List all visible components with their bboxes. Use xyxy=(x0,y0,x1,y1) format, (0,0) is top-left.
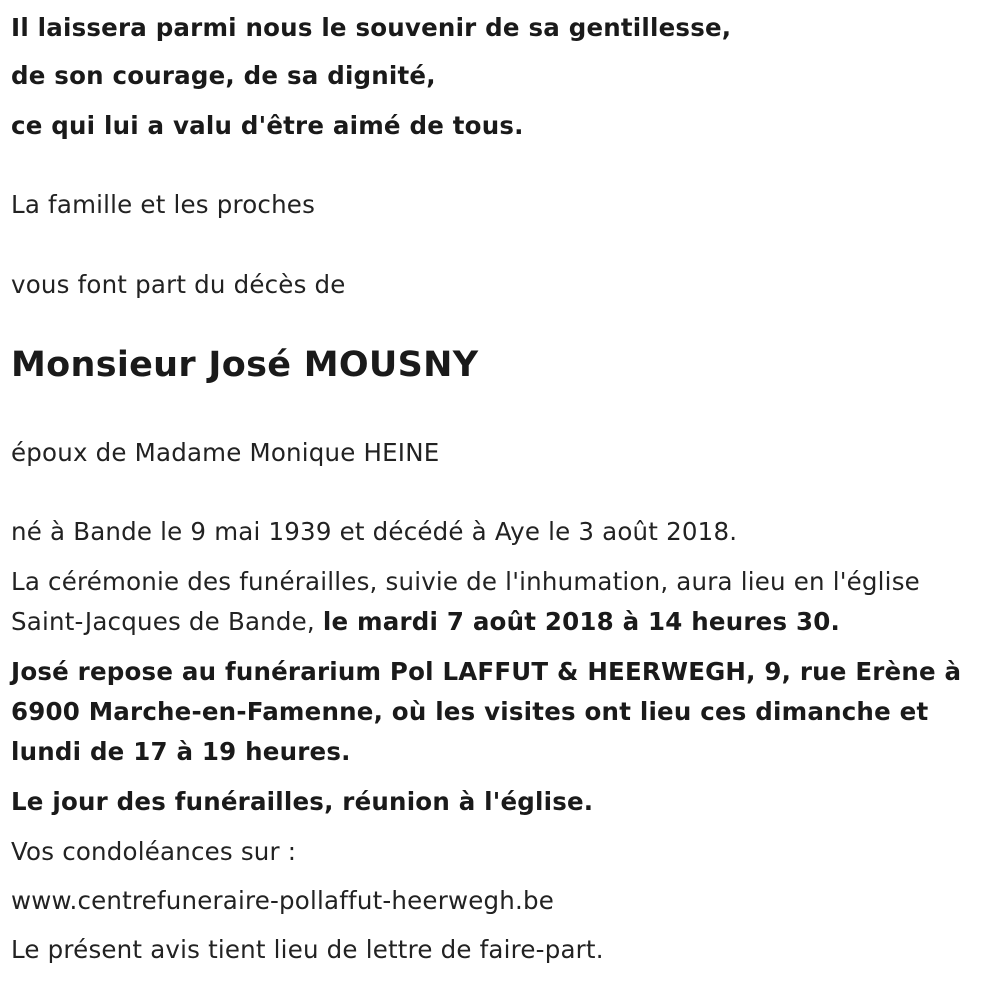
birth-death-line: né à Bande le 9 mai 1939 et décédé à Aye le 3 août 2018. xyxy=(11,517,738,546)
tribute-line-2: de son courage, de sa dignité, xyxy=(11,61,436,90)
closing-line: Le présent avis tient lieu de lettre de faire-part. xyxy=(11,935,604,964)
ceremony-line-1: La cérémonie des funérailles, suivie de l'inhumation, aura lieu en l'église xyxy=(11,567,920,596)
ceremony-date-time: le mardi 7 août 2018 à 14 heures 30. xyxy=(322,607,840,636)
funerarium-line-1: José repose au funérarium Pol LAFFUT & HEERWEGH, 9, rue Erène à xyxy=(11,657,962,686)
family-line: La famille et les proches xyxy=(11,190,316,219)
meeting-line: Le jour des funérailles, réunion à l'église. xyxy=(11,787,594,816)
condolences-label: Vos condoléances sur : xyxy=(11,837,297,866)
website-link[interactable]: www.centrefuneraire-pollaffut-heerwegh.be xyxy=(11,886,554,915)
funerarium-line-2: 6900 Marche-en-Famenne, où les visites ont lieu ces dimanche et xyxy=(11,697,929,726)
tribute-line-3: ce qui lui a valu d'être aimé de tous. xyxy=(11,111,524,140)
spouse-line: époux de Madame Monique HEINE xyxy=(11,438,440,467)
ceremony-line-2 xyxy=(11,607,840,637)
ceremony-location: Saint-Jacques de Bande, xyxy=(11,607,323,636)
deceased-name: Monsieur José MOUSNY xyxy=(11,345,479,385)
announce-line: vous font part du décès de xyxy=(11,270,346,299)
tribute-line-1: Il laissera parmi nous le souvenir de sa gentillesse, xyxy=(11,13,732,42)
funerarium-line-3: lundi de 17 à 19 heures. xyxy=(11,737,351,766)
